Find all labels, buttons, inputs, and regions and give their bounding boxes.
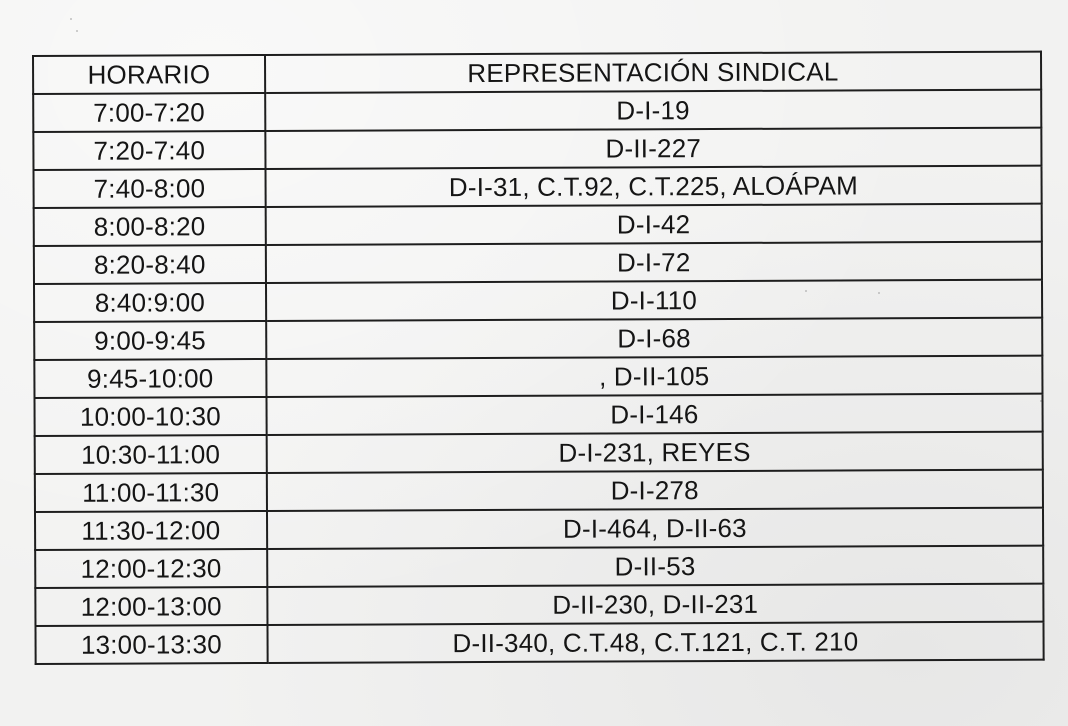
scan-speck [70,18,72,20]
time-cell: 13:00-13:30 [35,625,267,664]
representation-cell: D-I-278 [266,470,1043,511]
representation-cell: D-I-464, D-II-63 [267,508,1044,549]
representation-cell: D-I-68 [266,318,1043,359]
time-cell: 8:40:9:00 [34,283,266,322]
header-representacion-sindical: REPRESENTACIÓN SINDICAL [265,52,1042,93]
header-horario: HORARIO [33,55,265,94]
table-row [34,394,1042,436]
representation-cell: D-II-230, D-II-231 [267,584,1044,625]
table-row [35,622,1043,664]
time-cell: 11:00-11:30 [35,473,267,512]
representation-cell: D-II-340, C.T.48, C.T.121, C.T. 210 [267,622,1044,663]
representation-cell: D-II-53 [267,546,1044,587]
table-row [34,166,1042,208]
representation-cell: D-I-42 [265,204,1042,245]
schedule-table [32,51,1045,665]
representation-cell: D-I-231, REYES [266,432,1043,473]
table-row [34,242,1042,284]
table-row [35,546,1043,588]
table-row [35,508,1043,550]
representation-cell: D-I-146 [266,394,1043,435]
representation-cell: D-I-19 [265,90,1042,131]
time-cell: 9:45-10:00 [34,359,266,398]
time-cell: 8:00-8:20 [34,207,266,246]
time-cell: 10:00-10:30 [34,397,266,436]
representation-cell: D-I-31, C.T.92, C.T.225, ALOÁPAM [265,166,1042,207]
table-header-row [33,52,1041,94]
time-cell: 7:40-8:00 [34,169,266,208]
time-cell: 11:30-12:00 [35,511,267,550]
representation-cell: D-I-72 [265,242,1042,283]
time-cell: 9:00-9:45 [34,321,266,360]
time-cell: 12:00-13:00 [35,587,267,626]
time-cell: 7:00-7:20 [33,93,265,132]
representation-cell: , D-II-105 [266,356,1043,397]
scan-speck [76,30,78,32]
time-cell: 12:00-12:30 [35,549,267,588]
table-row [33,90,1041,132]
table-row [35,432,1043,474]
table-row [34,280,1042,322]
representation-cell: D-I-110 [266,280,1043,321]
table-row [34,204,1042,246]
representation-cell: D-II-227 [265,128,1042,169]
table-row [35,584,1043,626]
table-row [34,318,1042,360]
table-row [35,470,1043,512]
table-row [34,356,1042,398]
table-row [33,128,1041,170]
time-cell: 10:30-11:00 [35,435,267,474]
time-cell: 7:20-7:40 [33,131,265,170]
time-cell: 8:20-8:40 [34,245,266,284]
